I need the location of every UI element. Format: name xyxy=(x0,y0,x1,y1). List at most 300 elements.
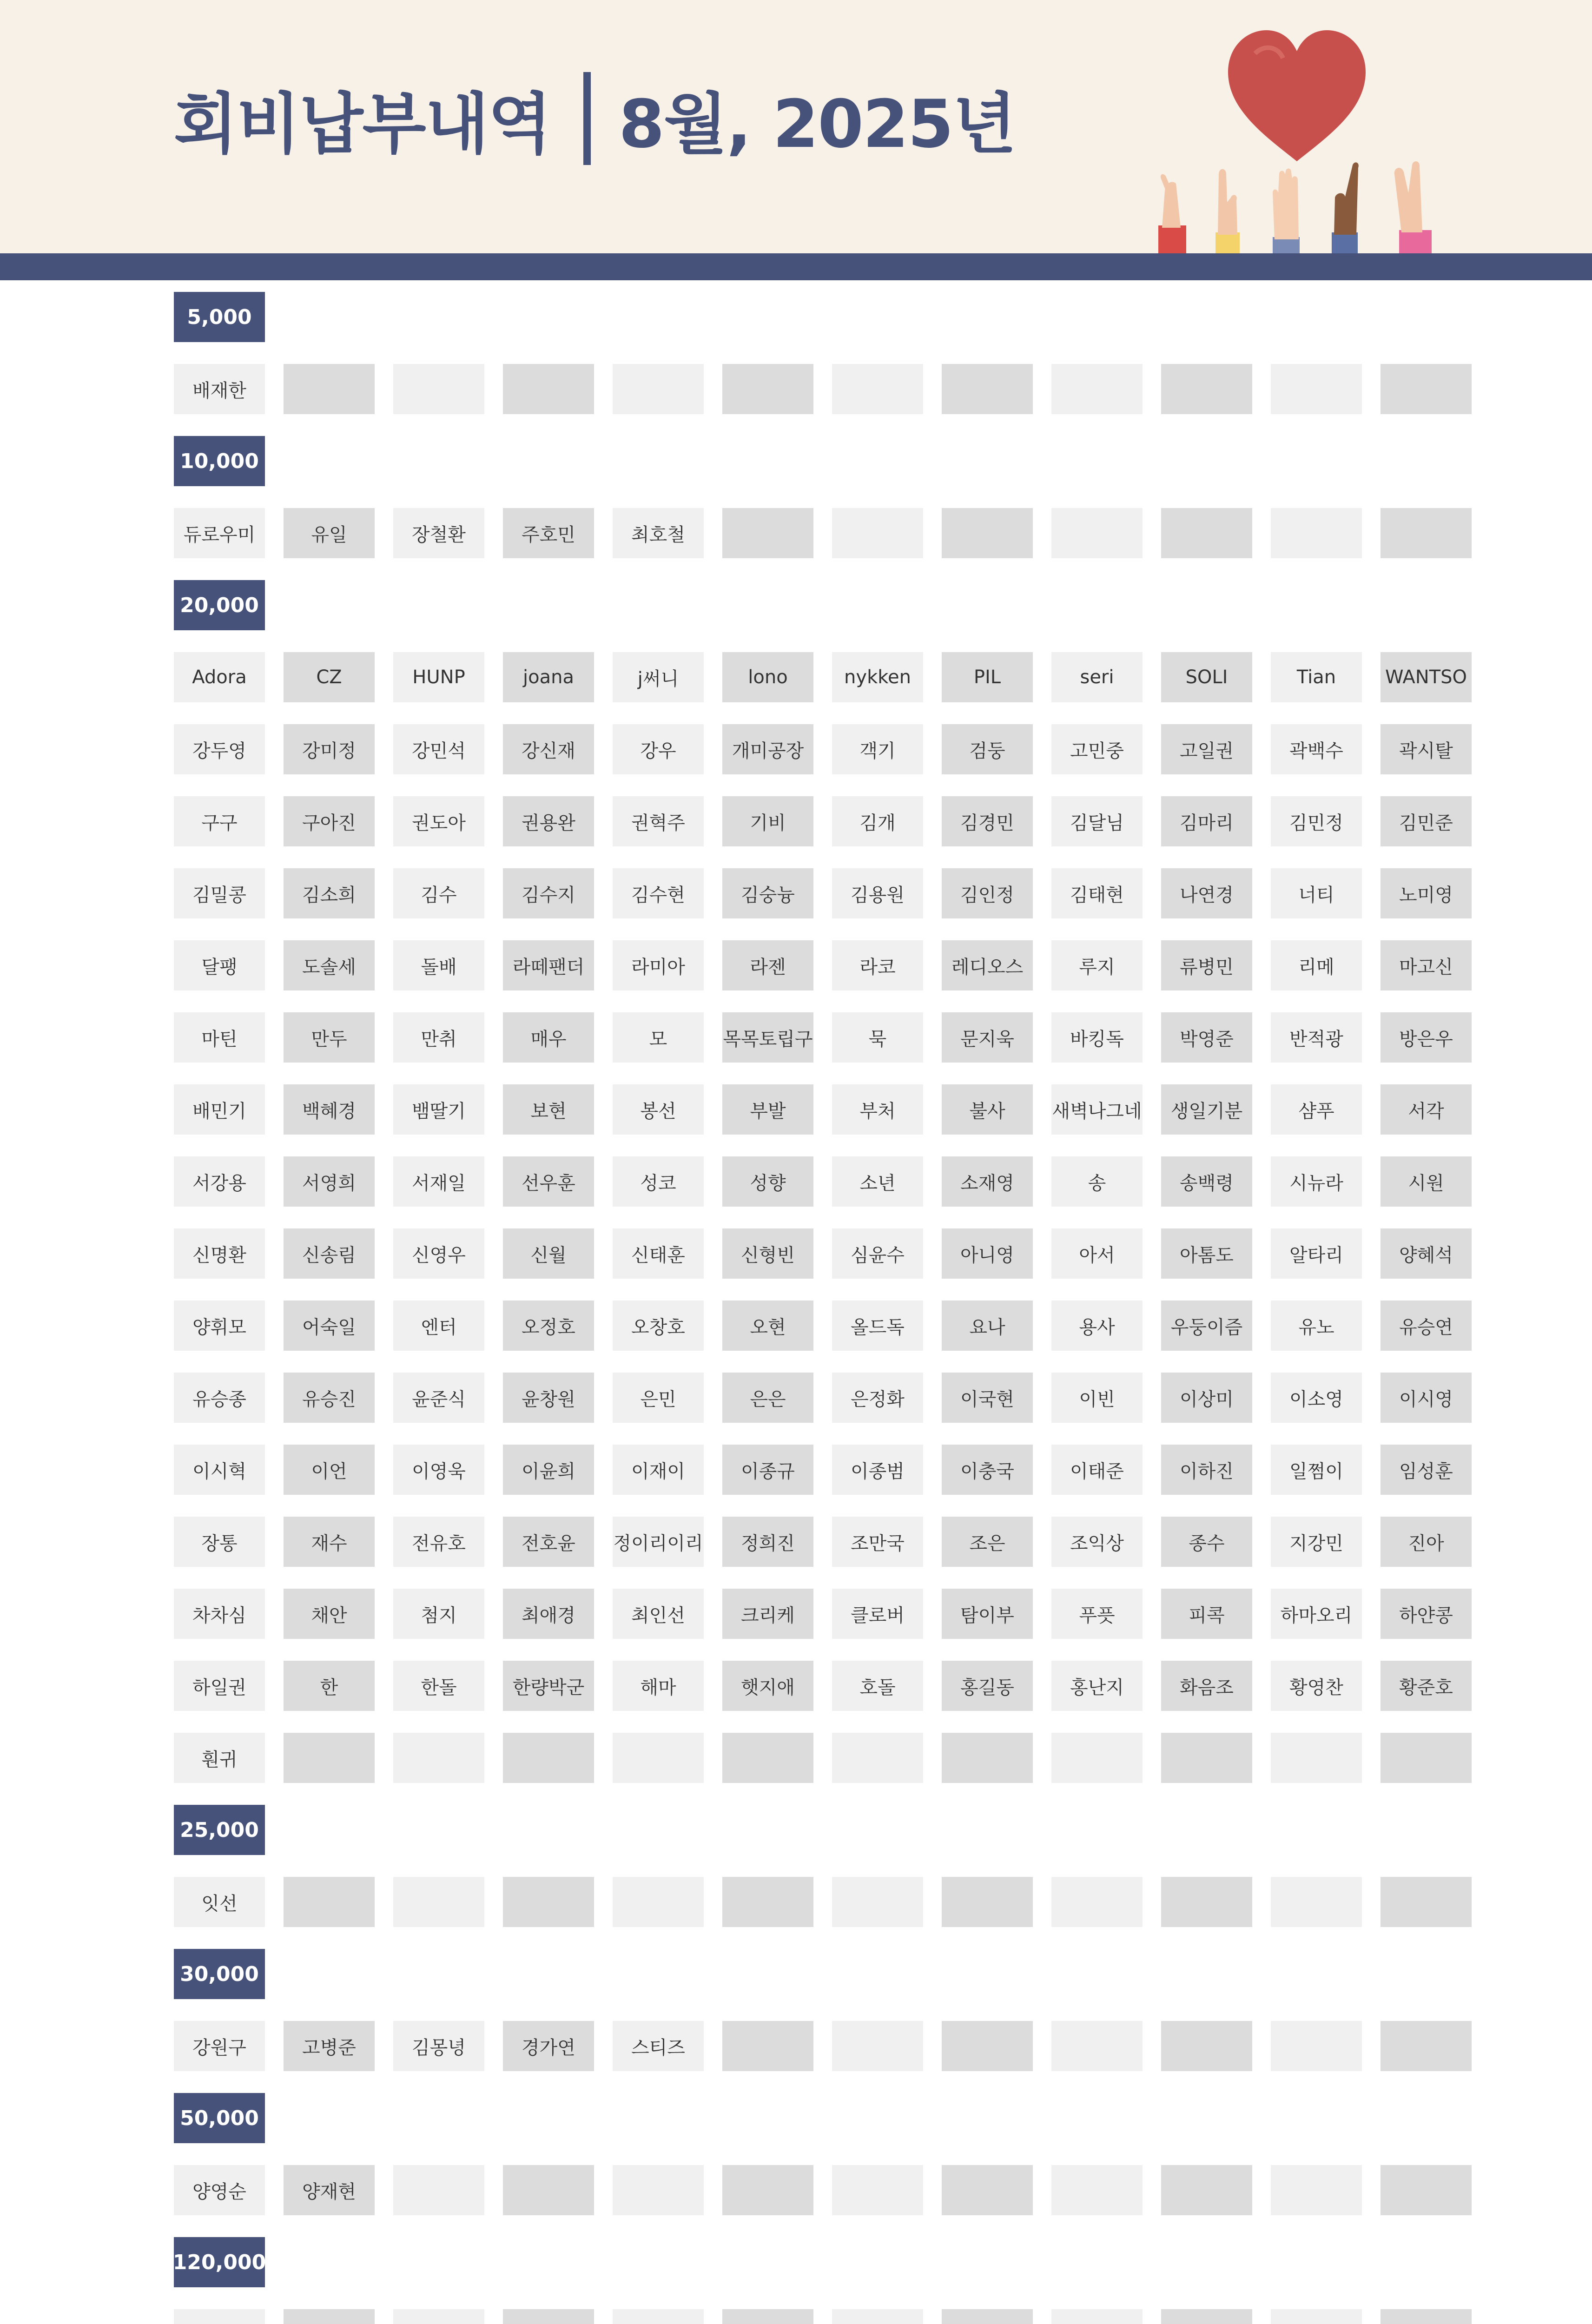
member-name: 김수지 xyxy=(503,868,594,918)
member-name: 마틴 xyxy=(174,1012,265,1063)
member-row xyxy=(174,364,1471,414)
member-name: 종수 xyxy=(1161,1517,1252,1567)
member-row xyxy=(174,1156,1471,1207)
section-label: 50,000 xyxy=(174,2093,265,2143)
member-name: 김숭늉 xyxy=(722,868,813,918)
member-name: 검둥 xyxy=(942,724,1033,774)
empty-cell xyxy=(1271,2021,1362,2071)
member-name: 신형빈 xyxy=(722,1228,813,1279)
member-name: 한량박군 xyxy=(503,1661,594,1711)
member-name: 만취 xyxy=(393,1012,484,1063)
member-name: 오정호 xyxy=(503,1301,594,1351)
empty-cell xyxy=(1161,2165,1252,2215)
empty-cell xyxy=(1051,508,1143,558)
member-name: 바킹독 xyxy=(1051,1012,1143,1063)
member-name: 라떼팬더 xyxy=(503,940,594,990)
member-name: Adora xyxy=(174,652,265,702)
member-name: 도솔세 xyxy=(284,940,375,990)
member-name: 김밀콩 xyxy=(174,868,265,918)
member-name: HUNP xyxy=(393,652,484,702)
member-name: 김마리 xyxy=(1161,796,1252,846)
member-name: 이영욱 xyxy=(393,1445,484,1495)
member-name: 윤준식 xyxy=(393,1373,484,1423)
member-name: 알타리 xyxy=(1271,1228,1362,1279)
member-name: 묵 xyxy=(832,1012,923,1063)
member-name: 유승종 xyxy=(174,1373,265,1423)
empty-cell xyxy=(832,2309,923,2324)
empty-cell xyxy=(1271,364,1362,414)
member-name: 신송림 xyxy=(284,1228,375,1279)
member-name: 정이리이리 xyxy=(613,1517,704,1567)
member-name: 심윤수 xyxy=(832,1228,923,1279)
empty-cell xyxy=(1271,2309,1362,2324)
member-name: 우둥이즘 xyxy=(1161,1301,1252,1351)
empty-cell xyxy=(942,1733,1033,1783)
member-name: 불사 xyxy=(942,1084,1033,1135)
member-name: 주호민 xyxy=(503,508,594,558)
member-name: 정희진 xyxy=(722,1517,813,1567)
member-name: seri xyxy=(1051,652,1143,702)
member-name: 윤창원 xyxy=(503,1373,594,1423)
member-name: 전호윤 xyxy=(503,1517,594,1567)
member-name: 배민기 xyxy=(174,1084,265,1135)
member-name: 잇선 xyxy=(174,1877,265,1927)
member-name: 아톰도 xyxy=(1161,1228,1252,1279)
member-name: 모 xyxy=(613,1012,704,1063)
section-label: 120,000 xyxy=(174,2237,265,2287)
empty-cell xyxy=(942,508,1033,558)
member-name: 김민준 xyxy=(1381,796,1472,846)
member-name: 경가연 xyxy=(503,2021,594,2071)
member-name: 이시혁 xyxy=(174,1445,265,1495)
empty-cell xyxy=(284,1877,375,1927)
empty-cell xyxy=(503,1733,594,1783)
empty-cell xyxy=(613,2165,704,2215)
member-name: 권혁주 xyxy=(613,796,704,846)
member-name: 강민석 xyxy=(393,724,484,774)
member-name: 강우 xyxy=(613,724,704,774)
member-name: 이상미 xyxy=(1161,1373,1252,1423)
member-name: 진아 xyxy=(1381,1517,1472,1567)
member-name: 이태준 xyxy=(1051,1445,1143,1495)
empty-cell xyxy=(832,364,923,414)
member-name: 이윤희 xyxy=(503,1445,594,1495)
member-name: j써니 xyxy=(613,652,704,702)
member-name: 라젠 xyxy=(722,940,813,990)
empty-cell xyxy=(1161,1877,1252,1927)
member-name: 성코 xyxy=(613,1156,704,1207)
member-name: 김경민 xyxy=(942,796,1033,846)
member-name: 곽시탈 xyxy=(1381,724,1472,774)
member-name: 하얀콩 xyxy=(1381,1589,1472,1639)
member-name: 김소희 xyxy=(284,868,375,918)
member-name: 김태현 xyxy=(1051,868,1143,918)
member-name: 요나 xyxy=(942,1301,1033,1351)
empty-cell xyxy=(832,508,923,558)
empty-cell xyxy=(1381,508,1472,558)
title-period: 8월, 2025년 xyxy=(619,86,1016,163)
member-name: 조익상 xyxy=(1051,1517,1143,1567)
member-name: 방은우 xyxy=(1381,1012,1472,1063)
member-name: 강원구 xyxy=(174,2021,265,2071)
empty-cell xyxy=(1271,2165,1362,2215)
member-name: 이시영 xyxy=(1381,1373,1472,1423)
member-name: 유일 xyxy=(284,508,375,558)
member-name: 최인선 xyxy=(613,1589,704,1639)
member-row xyxy=(174,2309,1471,2324)
section-label: 10,000 xyxy=(174,436,265,486)
member-row xyxy=(174,1084,1471,1135)
member-name: CZ xyxy=(284,652,375,702)
member-name: 호돌 xyxy=(832,1661,923,1711)
heart-icon xyxy=(1222,26,1371,165)
member-name: 양재현 xyxy=(284,2165,375,2215)
member-name: 김몽녕 xyxy=(393,2021,484,2071)
member-name: 첨지 xyxy=(393,1589,484,1639)
member-name: 푸픗 xyxy=(1051,1589,1143,1639)
empty-cell xyxy=(613,364,704,414)
member-name: 보현 xyxy=(503,1084,594,1135)
member-name: 객기 xyxy=(832,724,923,774)
member-name: 리메 xyxy=(1271,940,1362,990)
member-name: 황준호 xyxy=(1381,1661,1472,1711)
empty-cell xyxy=(722,2021,813,2071)
member-name: 전유호 xyxy=(393,1517,484,1567)
member-name: 탐이부 xyxy=(942,1589,1033,1639)
empty-cell xyxy=(832,1733,923,1783)
empty-cell xyxy=(722,1877,813,1927)
member-name: 홍길동 xyxy=(942,1661,1033,1711)
member-name: 나연경 xyxy=(1161,868,1252,918)
member-row xyxy=(174,1517,1471,1567)
member-name: 류병민 xyxy=(1161,940,1252,990)
member-name: 김인정 xyxy=(942,868,1033,918)
member-name: 배재한 xyxy=(174,364,265,414)
member-name: 반적광 xyxy=(1271,1012,1362,1063)
member-name: 소년 xyxy=(832,1156,923,1207)
member-name: 은정화 xyxy=(832,1373,923,1423)
empty-cell xyxy=(1381,2309,1472,2324)
member-name: 엔터 xyxy=(393,1301,484,1351)
member-name: 어숙일 xyxy=(284,1301,375,1351)
member-row xyxy=(174,652,1471,702)
member-name: WANTSO xyxy=(1381,652,1472,702)
empty-cell xyxy=(1051,2309,1143,2324)
empty-cell xyxy=(722,364,813,414)
empty-cell xyxy=(942,2021,1033,2071)
empty-cell xyxy=(613,2309,704,2324)
empty-cell xyxy=(503,1877,594,1927)
member-name: 강두영 xyxy=(174,724,265,774)
member-name: 곽백수 xyxy=(1271,724,1362,774)
member-name: 레디오스 xyxy=(942,940,1033,990)
member-name: 오창호 xyxy=(613,1301,704,1351)
member-name: 마고신 xyxy=(1381,940,1472,990)
member-name: 한 xyxy=(284,1661,375,1711)
member-name: 이국현 xyxy=(942,1373,1033,1423)
member-name: 피콕 xyxy=(1161,1589,1252,1639)
empty-cell xyxy=(503,2309,594,2324)
member-name: PIL xyxy=(942,652,1033,702)
member-name: 기비 xyxy=(722,796,813,846)
member-name: 강신재 xyxy=(503,724,594,774)
member-name: 김달님 xyxy=(1051,796,1143,846)
empty-cell xyxy=(393,2309,484,2324)
member-name: SOLI xyxy=(1161,652,1252,702)
empty-cell xyxy=(503,364,594,414)
member-row xyxy=(174,1589,1471,1639)
page-title xyxy=(174,84,1016,163)
member-name: 신영우 xyxy=(393,1228,484,1279)
empty-cell xyxy=(393,364,484,414)
member-row xyxy=(174,1373,1471,1423)
empty-cell xyxy=(832,2165,923,2215)
member-name: 봉선 xyxy=(613,1084,704,1135)
member-name: 구구 xyxy=(174,796,265,846)
member-row xyxy=(174,2165,1471,2215)
member-name: 재수 xyxy=(284,1517,375,1567)
member-name: 서영희 xyxy=(284,1156,375,1207)
member-row xyxy=(174,1012,1471,1063)
empty-cell xyxy=(832,2021,923,2071)
member-name: 은민 xyxy=(613,1373,704,1423)
member-name: 박영준 xyxy=(1161,1012,1252,1063)
member-name: 시원 xyxy=(1381,1156,1472,1207)
member-name: 시뉴라 xyxy=(1271,1156,1362,1207)
member-name: 지강민 xyxy=(1271,1517,1362,1567)
member-name: 조만국 xyxy=(832,1517,923,1567)
member-name: joana xyxy=(503,652,594,702)
member-name: nykken xyxy=(832,652,923,702)
member-name: 이언 xyxy=(284,1445,375,1495)
section-label: 25,000 xyxy=(174,1805,265,1855)
member-name: 하일권 xyxy=(174,1661,265,1711)
member-name: 클로버 xyxy=(832,1589,923,1639)
member-name: 듀로우미 xyxy=(174,508,265,558)
empty-cell xyxy=(1381,364,1472,414)
member-name: 이충국 xyxy=(942,1445,1033,1495)
member-name: 서재일 xyxy=(393,1156,484,1207)
member-name: 새벽나그네 xyxy=(1051,1084,1143,1135)
member-name: 신명환 xyxy=(174,1228,265,1279)
member-name: 구아진 xyxy=(284,796,375,846)
empty-cell xyxy=(1161,2021,1252,2071)
member-row xyxy=(174,868,1471,918)
member-name: 황영찬 xyxy=(1271,1661,1362,1711)
member-name: 양영순 xyxy=(174,2165,265,2215)
member-row xyxy=(174,1733,1471,1783)
member-name: 이하진 xyxy=(1161,1445,1252,1495)
member-name: 신태훈 xyxy=(613,1228,704,1279)
empty-cell xyxy=(1381,2165,1472,2215)
member-name: 부처 xyxy=(832,1084,923,1135)
empty-cell xyxy=(722,2309,813,2324)
member-name: 고병준 xyxy=(284,2021,375,2071)
section-label: 20,000 xyxy=(174,580,265,630)
member-name: 크리케 xyxy=(722,1589,813,1639)
empty-cell xyxy=(1381,1877,1472,1927)
empty-cell xyxy=(942,2165,1033,2215)
empty-cell xyxy=(393,1733,484,1783)
empty-cell xyxy=(1051,364,1143,414)
empty-cell xyxy=(1051,1733,1143,1783)
member-name: 목목토립구 xyxy=(722,1012,813,1063)
member-name: 유승진 xyxy=(284,1373,375,1423)
member-name: 한돌 xyxy=(393,1661,484,1711)
member-name: 오현 xyxy=(722,1301,813,1351)
member-name: 이빈 xyxy=(1051,1373,1143,1423)
member-name: 이재이 xyxy=(613,1445,704,1495)
empty-cell xyxy=(284,1733,375,1783)
title-divider xyxy=(583,72,591,165)
member-name: 은은 xyxy=(722,1373,813,1423)
empty-cell xyxy=(942,2309,1033,2324)
empty-cell xyxy=(1271,1877,1362,1927)
member-name: 매우 xyxy=(503,1012,594,1063)
member-name: 이종범 xyxy=(832,1445,923,1495)
member-name: 채안 xyxy=(284,1589,375,1639)
member-row xyxy=(174,796,1471,846)
title-text: 회비납부내역 xyxy=(174,86,551,163)
member-name: 고일권 xyxy=(1161,724,1252,774)
empty-cell xyxy=(1051,2021,1143,2071)
member-name: 백혜경 xyxy=(284,1084,375,1135)
member-name: 장통 xyxy=(174,1517,265,1567)
empty-cell xyxy=(722,508,813,558)
member-name: 개미공장 xyxy=(722,724,813,774)
member-name: 최애경 xyxy=(503,1589,594,1639)
empty-cell xyxy=(722,2165,813,2215)
empty-cell xyxy=(393,1877,484,1927)
empty-cell xyxy=(503,2165,594,2215)
member-name: lono xyxy=(722,652,813,702)
member-name: 뱀딸기 xyxy=(393,1084,484,1135)
member-name: 신월 xyxy=(503,1228,594,1279)
empty-cell xyxy=(1271,508,1362,558)
section-label: 30,000 xyxy=(174,1949,265,1999)
member-row xyxy=(174,1301,1471,1351)
member-name: 올드독 xyxy=(832,1301,923,1351)
empty-cell xyxy=(613,1877,704,1927)
member-name: Tian xyxy=(1271,652,1362,702)
empty-cell xyxy=(832,1877,923,1927)
member-name: 김민정 xyxy=(1271,796,1362,846)
member-name: 장철환 xyxy=(393,508,484,558)
member-name: 이종규 xyxy=(722,1445,813,1495)
member-name: 조은 xyxy=(942,1517,1033,1567)
member-name: 부발 xyxy=(722,1084,813,1135)
member-name: 일쩜이 xyxy=(1271,1445,1362,1495)
empty-cell xyxy=(1271,1733,1362,1783)
empty-cell xyxy=(1051,2165,1143,2215)
header-band xyxy=(0,253,1592,280)
member-row xyxy=(174,724,1471,774)
empty-cell xyxy=(942,364,1033,414)
member-name: 아니영 xyxy=(942,1228,1033,1279)
member-name: 김용원 xyxy=(832,868,923,918)
member-name: 샴푸 xyxy=(1271,1084,1362,1135)
empty-cell xyxy=(942,1877,1033,1927)
empty-cell xyxy=(1381,2021,1472,2071)
member-name: 라코 xyxy=(832,940,923,990)
raised-hands-illustration xyxy=(1148,146,1483,256)
member-name: 송백령 xyxy=(1161,1156,1252,1207)
member-name: 양혜석 xyxy=(1381,1228,1472,1279)
member-name: 최호철 xyxy=(613,508,704,558)
empty-cell xyxy=(1161,1733,1252,1783)
member-name: 고민중 xyxy=(1051,724,1143,774)
member-name: 하마오리 xyxy=(1271,1589,1362,1639)
member-name xyxy=(174,2309,265,2324)
empty-cell xyxy=(613,1733,704,1783)
fee-grid xyxy=(174,292,1471,2324)
member-row xyxy=(174,2021,1471,2071)
member-name: 문지욱 xyxy=(942,1012,1033,1063)
member-name: 생일기분 xyxy=(1161,1084,1252,1135)
member-name: 소재영 xyxy=(942,1156,1033,1207)
member-row xyxy=(174,940,1471,990)
empty-cell xyxy=(1051,1877,1143,1927)
member-name: 화음조 xyxy=(1161,1661,1252,1711)
member-name: 유승연 xyxy=(1381,1301,1472,1351)
empty-cell xyxy=(284,2309,375,2324)
member-name: 아서 xyxy=(1051,1228,1143,1279)
member-name: 강미정 xyxy=(284,724,375,774)
member-name: 홍난지 xyxy=(1051,1661,1143,1711)
member-row xyxy=(174,1228,1471,1279)
section-label: 5,000 xyxy=(174,292,265,342)
member-name: 돌배 xyxy=(393,940,484,990)
member-name: 너티 xyxy=(1271,868,1362,918)
member-name: 김수 xyxy=(393,868,484,918)
member-name: 유노 xyxy=(1271,1301,1362,1351)
empty-cell xyxy=(1161,364,1252,414)
member-name: 서각 xyxy=(1381,1084,1472,1135)
member-name: 양휘모 xyxy=(174,1301,265,1351)
member-name: 선우훈 xyxy=(503,1156,594,1207)
empty-cell xyxy=(284,364,375,414)
member-name: 성향 xyxy=(722,1156,813,1207)
empty-cell xyxy=(393,2165,484,2215)
member-name: 만두 xyxy=(284,1012,375,1063)
member-name: 달팽 xyxy=(174,940,265,990)
member-name: 용사 xyxy=(1051,1301,1143,1351)
member-name: 햇지애 xyxy=(722,1661,813,1711)
member-name: 임성훈 xyxy=(1381,1445,1472,1495)
member-row xyxy=(174,508,1471,558)
member-row xyxy=(174,1877,1471,1927)
member-name: 김개 xyxy=(832,796,923,846)
member-name: 권용완 xyxy=(503,796,594,846)
member-name: 서강용 xyxy=(174,1156,265,1207)
member-name: 라미아 xyxy=(613,940,704,990)
member-row xyxy=(174,1661,1471,1711)
member-name: 김수현 xyxy=(613,868,704,918)
empty-cell xyxy=(1161,2309,1252,2324)
member-name: 스티즈 xyxy=(613,2021,704,2071)
member-name: 이소영 xyxy=(1271,1373,1362,1423)
member-name: 노미영 xyxy=(1381,868,1472,918)
empty-cell xyxy=(1381,1733,1472,1783)
member-name: 훤귀 xyxy=(174,1733,265,1783)
member-name: 송 xyxy=(1051,1156,1143,1207)
member-name: 권도아 xyxy=(393,796,484,846)
member-name: 차차심 xyxy=(174,1589,265,1639)
empty-cell xyxy=(722,1733,813,1783)
member-name: 해마 xyxy=(613,1661,704,1711)
member-name: 루지 xyxy=(1051,940,1143,990)
empty-cell xyxy=(1161,508,1252,558)
